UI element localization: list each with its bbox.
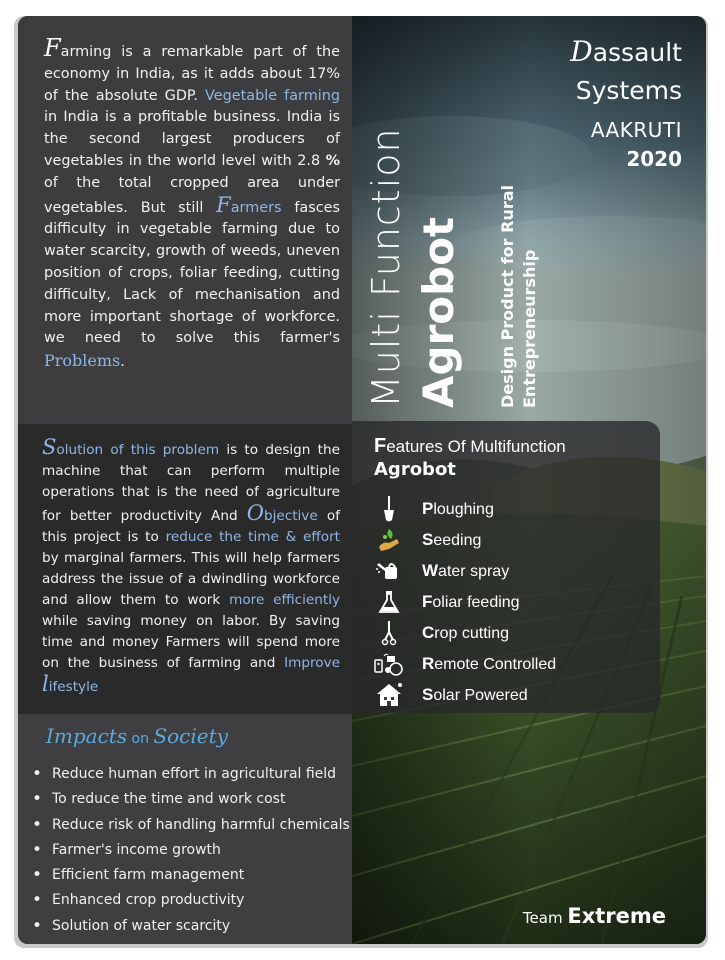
impacts-title: Impacts on Society xyxy=(46,724,228,748)
impact-item: • Reduce risk of handling harmful chemicals xyxy=(30,813,350,838)
brand-systems: Systems xyxy=(575,76,682,105)
title-design-line1: Design Product for Rural xyxy=(498,184,517,408)
impact-item: • Farmer's income growth xyxy=(30,838,350,863)
title-agrobot: Agrobot xyxy=(414,216,463,408)
features-list xyxy=(374,493,556,710)
brand-dassault: Dassault xyxy=(570,35,682,68)
intro-paragraph: Farming is a remarkable part of the economy in India, as it adds about 17% of the absolute GDP. Vegetable farming in India is a profitable business. India is the second largest producers of vegetables in the world level with 2.8 % of the total cropped area under vegetables. But still Farmers fasces difficulty in vegetable farming due to water scarcity, growth of weeds, uneven position of crops, foliar feeding, cutting difficulty, Lack of mechanisation and more important shortage of workforce. we need to solve this farmer's Problems. xyxy=(44,34,340,371)
features-subtitle: Agrobot xyxy=(374,459,456,480)
watering-can-icon xyxy=(374,558,404,584)
impact-item: • Reduce human effort in agricultural field xyxy=(30,762,350,787)
impact-item: • Solution of water scarcity xyxy=(30,914,350,939)
team-label: Team Extreme xyxy=(522,904,666,928)
title-multi-function: Multi Function xyxy=(364,127,408,408)
feature-item: Foliar feeding xyxy=(374,586,556,617)
solution-paragraph: Solution of this problem is to design the machine that can perform multiple operations that is the need of agriculture for better productivity And Objective of this project is to reduce the time & effort by marginal farmers. This will help farmers address the issue of a dwindling workforce and allow them to work more efficiently while saving money on labor. By saving time and money Farmers will spend more on the business of farming and Improve lifestyle xyxy=(42,435,341,696)
feature-item: Seeding xyxy=(374,524,556,555)
poster xyxy=(18,16,706,944)
features-title: Features Of Multifunction xyxy=(374,435,566,457)
scissors-icon xyxy=(374,620,404,646)
impact-item: • Enhanced crop productivity xyxy=(30,888,350,913)
impacts-list xyxy=(30,762,350,939)
features-box xyxy=(352,421,660,713)
brand-aakruti: AAKRUTI xyxy=(590,118,682,142)
solar-house-icon xyxy=(374,682,404,708)
brand-year: 2020 xyxy=(626,147,682,171)
feature-item: Crop cutting xyxy=(374,617,556,648)
remote-tractor-icon xyxy=(374,651,404,677)
feature-item: Ploughing xyxy=(374,493,556,524)
flask-icon xyxy=(374,589,404,615)
title-design-line2: Entrepreneurship xyxy=(520,249,539,408)
shovel-icon xyxy=(374,496,404,522)
feature-item: Solar Powered xyxy=(374,679,556,710)
impact-item: • To reduce the time and work cost xyxy=(30,787,350,812)
feature-item: Remote Controlled xyxy=(374,648,556,679)
seed-hand-icon xyxy=(374,527,404,553)
impact-item: • Efficient farm management xyxy=(30,863,350,888)
feature-item: Water spray xyxy=(374,555,556,586)
